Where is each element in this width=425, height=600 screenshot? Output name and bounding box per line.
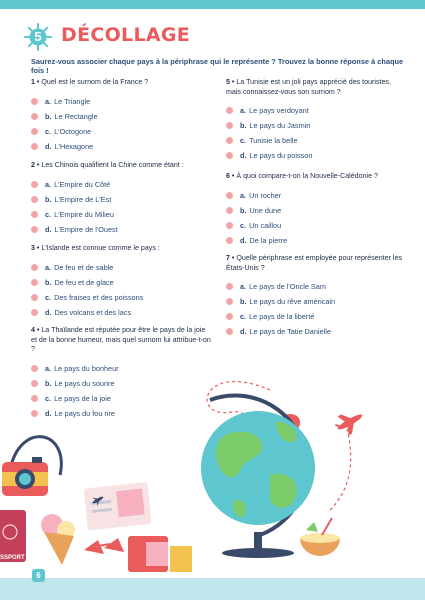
ticket-icon: [84, 482, 152, 530]
answer-option[interactable]: [31, 305, 211, 320]
answer-options: [226, 279, 406, 339]
question-number: 5 •: [226, 78, 235, 86]
answer-bullet-icon[interactable]: [226, 207, 233, 214]
answer-option[interactable]: [226, 188, 406, 203]
answer-text: Le pays du Jasmin: [249, 121, 311, 131]
question-3: [31, 244, 211, 320]
answer-option[interactable]: [226, 294, 406, 309]
answer-options: [31, 260, 211, 320]
answer-letter: b.: [240, 297, 247, 307]
answer-text: Des volcans et des lacs: [54, 307, 132, 317]
answer-options: [31, 177, 211, 237]
answer-bullet-icon[interactable]: [31, 226, 38, 233]
answer-text: Le pays de la joie: [54, 393, 111, 403]
camera-icon: [2, 457, 48, 496]
answer-text: Le pays de Tatie Danielle: [249, 327, 331, 337]
answer-option[interactable]: [226, 233, 406, 248]
answer-option[interactable]: [31, 94, 211, 109]
answer-bullet-icon[interactable]: [226, 283, 233, 290]
answer-letter: b.: [45, 194, 52, 204]
answer-text: De la pierre: [249, 235, 288, 245]
answer-text: Le Rectangle: [54, 111, 98, 121]
answer-text: Un rocher: [249, 190, 282, 200]
answer-option[interactable]: [226, 279, 406, 294]
answer-letter: b.: [240, 205, 247, 215]
question-number: 3 •: [31, 244, 40, 252]
answer-text: Le pays du sourire: [54, 378, 115, 388]
answer-option[interactable]: [31, 275, 211, 290]
answer-option[interactable]: [226, 103, 406, 118]
question-1: [31, 78, 211, 154]
answer-text: Un caillou: [249, 220, 282, 230]
question-prompt: La Tunisie est un joli pays apprécié des touristes, mais connaissez-vous son surnom ?: [226, 78, 391, 96]
answer-bullet-icon[interactable]: [226, 328, 233, 335]
answer-options: [31, 94, 211, 154]
answer-bullet-icon[interactable]: [31, 211, 38, 218]
answer-text: Le pays verdoyant: [249, 106, 309, 116]
instructions: Saurez-vous associer chaque pays à la périphrase qui le représente ? Trouvez la bonne réponse à chaque fois !: [31, 57, 404, 75]
question-text: [31, 161, 211, 171]
answer-text: L'Hexagone: [54, 141, 94, 151]
question-5: [226, 78, 406, 163]
coconut-drink-icon: [300, 518, 340, 556]
answer-letter: d.: [45, 141, 52, 151]
question-text: [226, 172, 406, 182]
answer-option[interactable]: [31, 260, 211, 275]
top-accent-bar: [0, 0, 425, 9]
answer-text: Des fraises et des poissons: [54, 292, 144, 302]
airplane-icon: [332, 405, 368, 439]
answer-option[interactable]: [226, 148, 406, 163]
answer-letter: c.: [45, 209, 52, 219]
answer-text: Le pays du rêve américain: [249, 297, 336, 307]
answer-option[interactable]: [31, 207, 211, 222]
answer-text: L'Empire de l'Ouest: [54, 224, 118, 234]
answer-letter: c.: [45, 126, 52, 136]
question-7: [226, 254, 406, 339]
answer-letter: a.: [45, 96, 52, 106]
answer-bullet-icon[interactable]: [226, 192, 233, 199]
answer-text: Le Triangle: [54, 96, 91, 106]
question-prompt: Les Chinois qualifient la Chine comme étant :: [39, 161, 184, 169]
travel-illustration: [0, 360, 425, 580]
answer-letter: d.: [45, 408, 52, 418]
answer-bullet-icon[interactable]: [226, 107, 233, 114]
question-prompt: La Thaïlande est réputée pour être le pays de la joie et de la bonne humeur, mais quel surnom lui attribue-t-on ?: [31, 326, 211, 354]
question-prompt: À quoi compare-t-on la Nouvelle-Calédonie ?: [234, 172, 378, 180]
answer-letter: d.: [240, 327, 247, 337]
sunglasses-icon: [84, 538, 124, 554]
question-number: 7 •: [226, 254, 235, 262]
bottom-accent-bar: [0, 578, 425, 600]
answer-bullet-icon[interactable]: [31, 143, 38, 150]
answer-bullet-icon[interactable]: [31, 264, 38, 271]
answer-letter: a.: [240, 106, 247, 116]
answer-letter: a.: [240, 282, 247, 292]
question-prompt: Quelle périphrase est employée pour représenter les États-Unis ?: [226, 254, 402, 272]
answer-text: Le pays du poisson: [249, 151, 313, 161]
answer-letter: c.: [45, 393, 52, 403]
answer-option[interactable]: [31, 192, 211, 207]
answer-option[interactable]: [31, 139, 211, 154]
passport-label: SSPORT: [0, 555, 25, 561]
question-prompt: L'Islande est connue comme le pays :: [39, 244, 160, 252]
answer-text: Le pays du bonheur: [54, 363, 119, 373]
answer-bullet-icon[interactable]: [31, 294, 38, 301]
answer-letter: b.: [45, 277, 52, 287]
answer-text: L'Empire du Côté: [54, 179, 111, 189]
question-6: [226, 172, 406, 248]
answer-letter: a.: [240, 190, 247, 200]
answer-bullet-icon[interactable]: [31, 113, 38, 120]
answer-bullet-icon[interactable]: [226, 222, 233, 229]
question-text: [226, 78, 406, 97]
answer-bullet-icon[interactable]: [31, 309, 38, 316]
answer-letter: d.: [45, 224, 52, 234]
answer-letter: d.: [45, 307, 52, 317]
answer-bullet-icon[interactable]: [226, 137, 233, 144]
answer-bullet-icon[interactable]: [226, 298, 233, 305]
answer-text: Le pays de la liberté: [249, 312, 315, 322]
answer-bullet-icon[interactable]: [226, 237, 233, 244]
answer-bullet-icon[interactable]: [31, 128, 38, 135]
question-2: [31, 161, 211, 237]
answer-bullet-icon[interactable]: [31, 181, 38, 188]
sunburst-badge-icon: [24, 23, 52, 51]
page-number: 6: [32, 569, 45, 582]
answer-letter: b.: [240, 121, 247, 131]
answer-letter: c.: [240, 220, 247, 230]
answer-bullet-icon[interactable]: [226, 313, 233, 320]
answer-letter: d.: [240, 235, 247, 245]
answer-text: Le pays du fou rire: [54, 408, 115, 418]
answer-option[interactable]: [226, 118, 406, 133]
answer-letter: a.: [45, 363, 52, 373]
answer-letter: c.: [240, 312, 247, 322]
answer-option[interactable]: [226, 309, 406, 324]
answer-option[interactable]: [31, 109, 211, 124]
question-number: 1 •: [31, 78, 40, 86]
answer-bullet-icon[interactable]: [31, 279, 38, 286]
answer-text: De feu et de glace: [54, 277, 114, 287]
answer-option[interactable]: [31, 124, 211, 139]
answer-option[interactable]: [31, 177, 211, 192]
question-number: 4 •: [31, 326, 40, 334]
ice-cream-icon: [41, 514, 75, 565]
answer-bullet-icon[interactable]: [226, 152, 233, 159]
answer-letter: a.: [45, 262, 52, 272]
page-title: DÉCOLLAGE: [61, 24, 191, 46]
answer-letter: c.: [45, 292, 52, 302]
question-text: [31, 78, 211, 88]
answer-letter: c.: [240, 136, 247, 146]
question-number: 6 •: [226, 172, 235, 180]
answer-option[interactable]: [226, 203, 406, 218]
answer-text: L'Empire du Milieu: [54, 209, 114, 219]
answer-text: Une dune: [249, 205, 282, 215]
answer-text: Le pays de l'Oncle Sam: [249, 282, 326, 292]
question-prompt: Quel est le surnom de la France ?: [39, 78, 149, 86]
answer-letter: b.: [45, 378, 52, 388]
answer-option[interactable]: [226, 324, 406, 339]
answer-letter: b.: [45, 111, 52, 121]
answer-letter: d.: [240, 151, 247, 161]
answer-option[interactable]: [31, 290, 211, 305]
question-text: [31, 244, 211, 254]
answer-bullet-icon[interactable]: [226, 122, 233, 129]
answer-option[interactable]: [226, 218, 406, 233]
answer-text: De feu et de sable: [54, 262, 114, 272]
question-text: [226, 254, 406, 273]
answer-bullet-icon[interactable]: [31, 98, 38, 105]
answer-options: [226, 103, 406, 163]
answer-text: Tunisie la belle: [249, 136, 298, 146]
answer-options: [226, 188, 406, 248]
question-number: 2 •: [31, 161, 40, 169]
activity-number: 5: [34, 29, 42, 44]
answer-letter: a.: [45, 179, 52, 189]
towel-icon: [128, 536, 192, 572]
answer-option[interactable]: [226, 133, 406, 148]
answer-text: L'Empire de L'Est: [54, 194, 112, 204]
question-text: [31, 326, 211, 355]
answer-option[interactable]: [31, 222, 211, 237]
answer-bullet-icon[interactable]: [31, 196, 38, 203]
answer-text: L'Octogone: [54, 126, 92, 136]
